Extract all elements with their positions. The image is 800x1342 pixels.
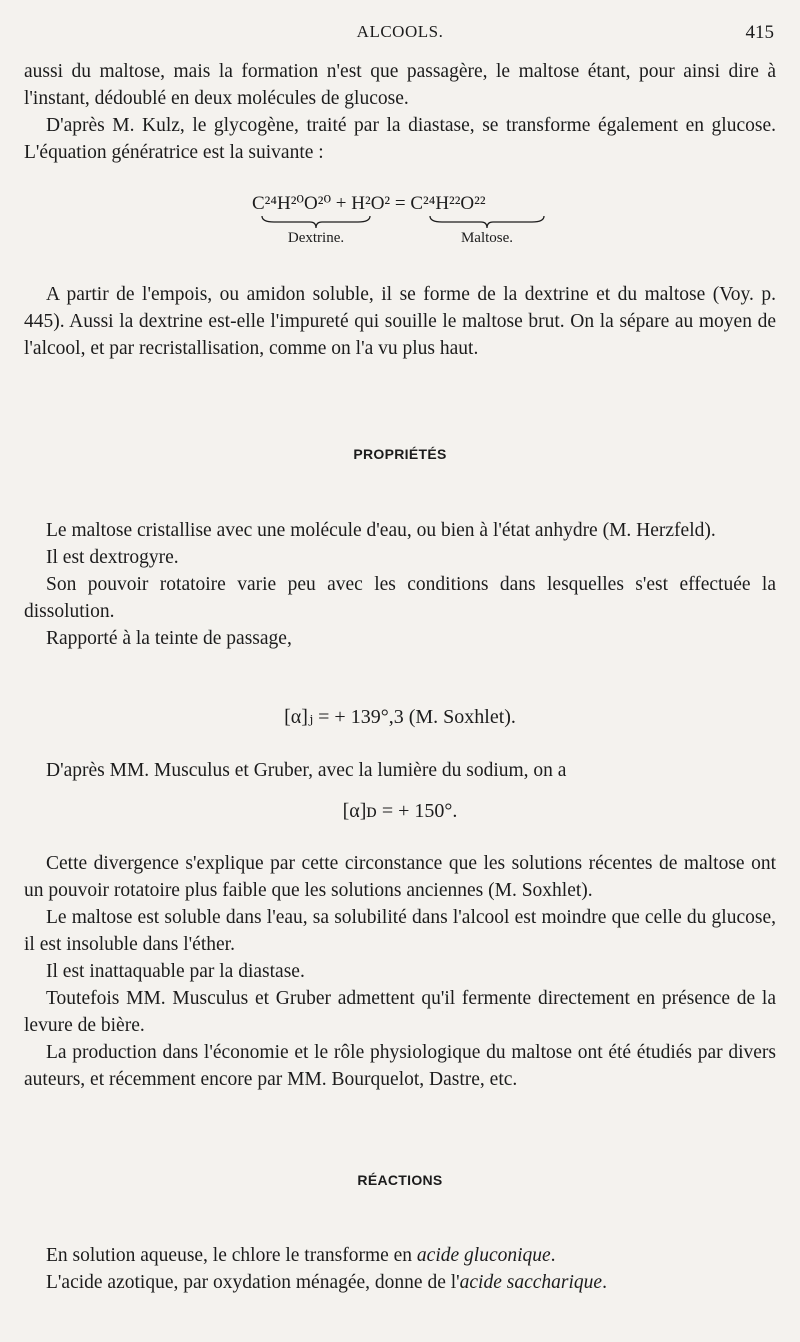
paragraph	[24, 1269, 776, 1296]
underbrace-icon	[428, 214, 546, 230]
running-header	[0, 22, 800, 48]
maltose-label: Maltose.	[460, 230, 514, 246]
proprietes-block-1	[24, 517, 776, 652]
paragraph: Cette divergence s'explique par cette circonstance que les solutions récentes de maltose ont un pouvoir rotatoire plus faible que les solutions anciennes (M. Soxhlet).	[24, 853, 776, 901]
paragraph: D'après M. Kulz, le glycogène, traité par la diastase, se transforme également en glucose. L'équation génératrice est la suivante :	[24, 115, 776, 163]
emphasis-gluconique: acide gluconique	[416, 1245, 551, 1266]
paragraph-dextrine	[24, 281, 776, 362]
text-span: L'acide azotique, par oxydation ménagée, donne de l'	[46, 1272, 460, 1293]
intro-block	[24, 58, 776, 166]
paragraph: Le maltose cristallise avec une molécule d'eau, ou bien à l'état anhydre (M. Herzfeld).	[46, 520, 716, 541]
emphasis-saccharique: acide saccharique	[459, 1272, 603, 1293]
paragraph: Il est dextrogyre.	[46, 547, 179, 568]
section-heading-proprietes: PROPRIÉTÉS	[353, 446, 447, 462]
paragraph: Le maltose est soluble dans l'eau, sa solubilité dans l'alcool est moindre que celle du glucose, il est insoluble dans l'éther.	[24, 907, 776, 955]
running-title: ALCOOLS.	[356, 22, 444, 41]
proprietes-block-2	[24, 850, 776, 1093]
paragraph: aussi du maltose, mais la formation n'est que passagère, le maltose étant, pour ainsi dire à l'instant, dédoublé en deux molécules de glucose.	[24, 61, 776, 109]
paragraph	[24, 1242, 776, 1269]
text-span: .	[602, 1272, 607, 1293]
paragraph: Son pouvoir rotatoire varie peu avec les conditions dans lesquelles s'est effectuée la dissolution.	[24, 574, 776, 622]
underbrace-icon	[260, 214, 372, 230]
equation-text: C²⁴H²⁰O²⁰ + H²O² = C²⁴H²²O²²	[252, 193, 486, 214]
text-span: .	[550, 1245, 556, 1266]
rotation-formula-sodium: [α]ᴅ = + 150°.	[342, 800, 458, 822]
chemical-equation	[252, 192, 572, 262]
paragraph: La production dans l'économie et le rôle physiologique du maltose ont été étudiés par divers auteurs, et récemment encore par MM. Bourquelot, Dastre, etc.	[24, 1042, 776, 1090]
paragraph: A partir de l'empois, ou amidon soluble, il se forme de la dextrine et du maltose (Voy. p. 445). Aussi la dextrine est-elle l'impureté qui souille le maltose brut. On la sépare au moyen de l'alcool, et par recristallisation, comme on l'a vu plus haut.	[24, 284, 776, 359]
paragraph: Toutefois MM. Musculus et Gruber admettent qu'il fermente directement en présence de la levure de bière.	[24, 988, 776, 1036]
paragraph: Rapporté à la teinte de passage,	[46, 628, 292, 649]
text-span: En solution aqueuse, le chlore le transforme en	[46, 1245, 417, 1266]
dextrine-label: Dextrine.	[287, 230, 345, 246]
paragraph: D'après MM. Musculus et Gruber, avec la lumière du sodium, on a	[46, 760, 567, 781]
paragraph: Il est inattaquable par la diastase.	[46, 961, 305, 982]
paragraph-musculus	[24, 757, 776, 784]
rotation-formula-soxhlet: [α]ⱼ = + 139°,3 (M. Soxhlet).	[284, 706, 516, 728]
page-number: 415	[745, 22, 774, 43]
reactions-block	[24, 1242, 776, 1296]
section-heading-reactions: RÉACTIONS	[357, 1172, 443, 1188]
